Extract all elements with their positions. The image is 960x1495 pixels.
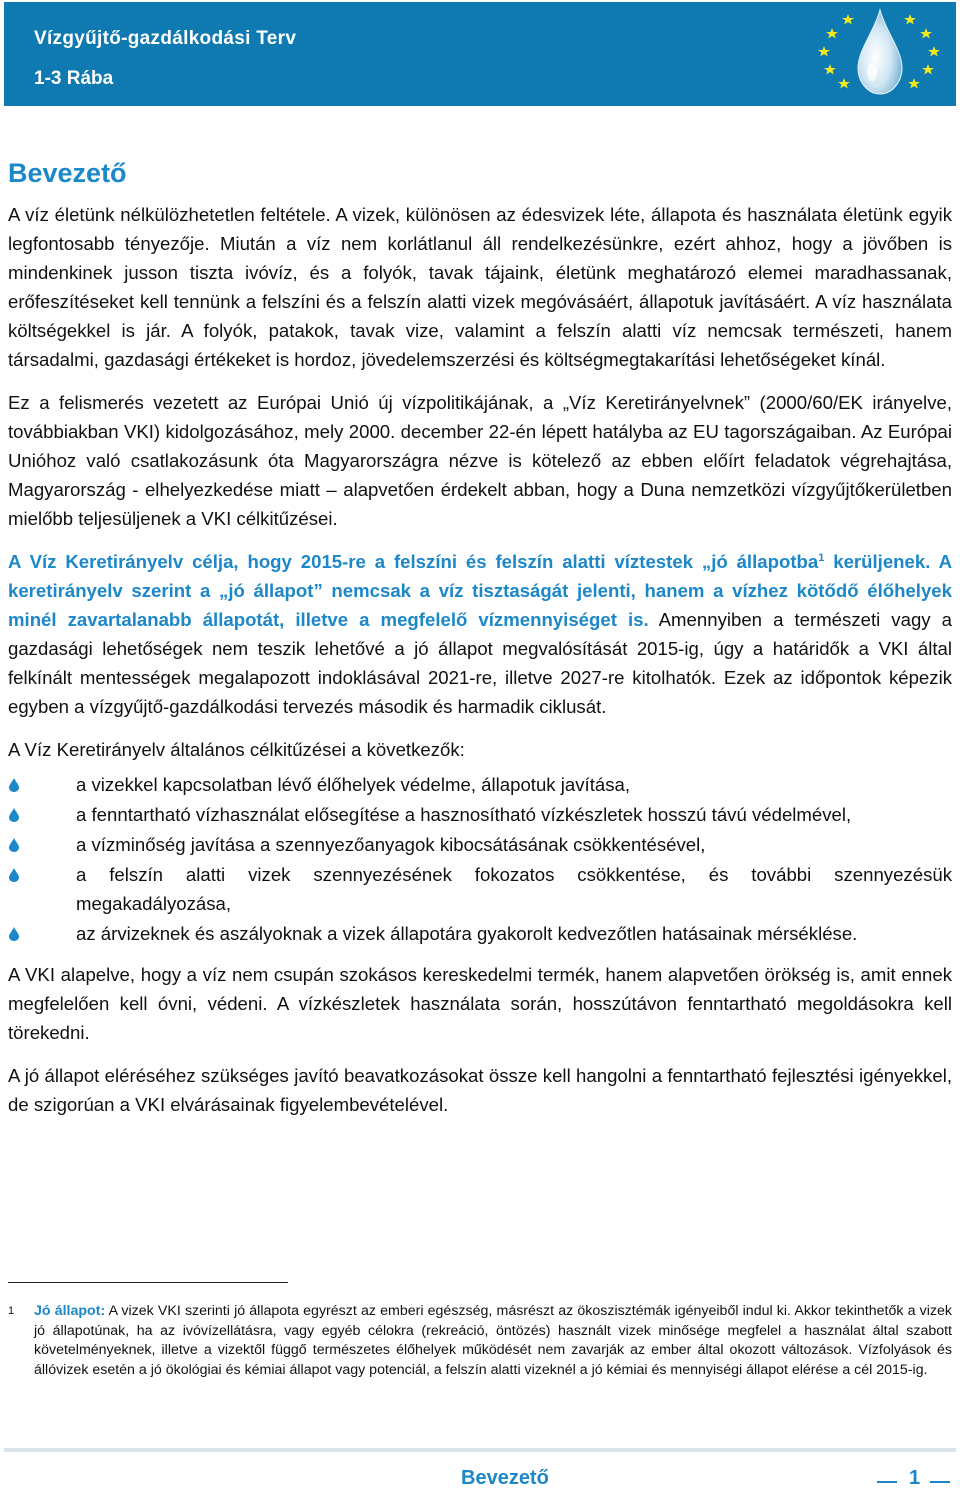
footnote <box>8 1302 952 1380</box>
goal-highlight-a: A Víz Keretirányelv célja, hogy 2015-re a felszíni és felszín alatti víztestek „jó állapotba <box>8 551 819 572</box>
footnote-divider <box>8 1282 288 1283</box>
water-drop-bullet-icon <box>8 838 20 852</box>
list-intro: A Víz Keretirányelv általános célkitűzései a következők: <box>8 739 465 760</box>
goal-highlight-b: kerüljenek. A keretirányelv szerint a „jó állapot” nemcsak a víz tisztaságát jelenti, hanem a vízhez kötődő élőhelyek minél zavartalanabb állapotát, illetve a megfelelő vízmennyiséget is. <box>8 551 952 630</box>
list-item <box>8 919 952 948</box>
paragraph-intro: A víz életünk nélkülözhetetlen feltétele. A vizek, különösen az édesvizek léte, állapota és használata életünk egyik legfontosabb tényezője. Miután a víz nem korlátlanul áll rendelkezésünkre, ezért ahhoz, hogy a jövőben is mindenkinek jusson tiszta ivóvíz, és a folyók, tavak tájaink, életünk meghatározó elemei maradhassanak, erőfeszítéseket kell tennünk a felszíni és a felszín alatti vizek megóvásáért, állapotuk javításáért. A víz használata költségekkel is jár. A folyók, patakok, tavak vize, valamint a felszín alatti víz nemcsak természeti, hanem társadalmi, gazdasági értékeket is hordoz, jövedelemszerzési és költségmegtakarítási lehetőségeket kínál. <box>8 204 952 370</box>
footer-divider <box>4 1448 956 1452</box>
page-footer <box>4 1448 956 1492</box>
list-item-text: a fenntartható vízhasználat elősegítése a hasznosítható vízkészletek hosszú távú védelmével, <box>76 804 852 825</box>
footer-section-label: Bevezető <box>461 1467 549 1489</box>
footnote-reference[interactable]: 1 <box>818 551 825 564</box>
list-item <box>8 860 952 918</box>
document-title: Vízgyűjtő-gazdálkodási Terv <box>34 28 297 49</box>
water-drop-bullet-icon <box>8 927 20 941</box>
footnote-term: Jó állapot: <box>34 1303 106 1319</box>
page-number-dash-right <box>930 1481 950 1483</box>
goal-text: Amennyiben a természeti vagy a gazdasági lehetőségek nem teszik lehetővé a jó állapot megvalósítását 2015-ig, úgy a határidők a VKI által felkínált mentességek megalapozott indoklásával 2021-re, illetve 2027-re kitolhatók. Ezek az időpontok képezik egyben a vízgyűjtő-gazdálkodási tervezés második és harmadik ciklusát. <box>8 609 952 717</box>
list-item-text: a felszín alatti vizek szennyezésének fokozatos csökkentése, és további szennyezésük megakadályozása, <box>76 864 952 914</box>
paragraph-vki: Ez a felismerés vezetett az Európai Unió új vízpolitikájának, a „Víz Keretirányelvnek” (2000/60/EK irányelve, továbbiakban VKI) kidolgozásához, mely 2000. december 22-én lépett hatályba az EU tagországaiban. Az Európai Unióhoz való csatlakozásunk óta Magyarországra nézve is kötelező az ebben előírt feladatok végrehajtása, Magyarország - elhelyezkedése miatt – alapvetően érdekelt abban, hogy a Duna nemzetközi vízgyűjtőkerületben mielőbb teljesüljenek a VKI célkitűzései. <box>8 392 952 529</box>
water-drop-bullet-icon <box>8 868 20 882</box>
water-drop-bullet-icon <box>8 808 20 822</box>
list-item-text: a vízminőség javítása a szennyezőanyagok kibocsátásának csökkentésével, <box>76 834 706 855</box>
footnote-body <box>8 1302 952 1380</box>
page-number-dash-left <box>877 1481 897 1483</box>
paragraph-principle: A VKI alapelve, hogy a víz nem csupán szokásos kereskedelmi termék, hanem alapvetően örökség is, amit ennek megfelelően kell óvni, védeni. A vízkészletek használata során, hosszútávon fenntartható megoldásokra kell törekedni. <box>8 964 952 1043</box>
list-item-text: a vizekkel kapcsolatban lévő élőhelyek védelme, állapotuk javítása, <box>76 774 630 795</box>
water-drop-eu-stars-icon <box>814 6 950 98</box>
page-header <box>4 2 956 106</box>
main-content <box>8 150 952 1133</box>
paragraph-goal <box>8 547 952 721</box>
paragraph-measures: A jó állapot eléréséhez szükséges javító beavatkozásokat össze kell hangolni a fenntartható fejlesztési igényekkel, de szigorúan a VKI elvárásainak figyelembevételével. <box>8 1065 952 1115</box>
list-item-text: az árvizeknek és aszályoknak a vizek állapotára gyakorolt kedvezőtlen hatásainak mérséklése. <box>76 923 858 944</box>
page-number: 1 <box>909 1467 921 1489</box>
list-item <box>8 770 952 799</box>
document-subtitle: 1-3 Rába <box>34 68 114 89</box>
objectives-list <box>8 770 952 948</box>
water-drop-bullet-icon <box>8 778 20 792</box>
section-heading: Bevezető <box>8 158 127 188</box>
list-item <box>8 800 952 829</box>
footnote-text: A vizek VKI szerinti jó állapota egyrészt az emberi egészség, másrészt az ökoszisztémák igényeiből indul ki. Akkor tekinthetők a vizek jó állapotúnak, ha az ivóvízellátásra, vagy egyéb célokra (rekreáció, öntözés) használt vizek minősége megfelel a használat által szabott követelményeknek, illetve a vizektől függő természetes élőhelyek működését nem zavarják az ember által okozott változások. Vízfolyások és állóvizek esetén a jó ökológiai és kémiai állapot vagy potenciál, a felszín alatti vizeknél a jó kémiai és mennyiségi állapot elérése a cél 2015-ig. <box>34 1303 952 1378</box>
footnote-number: 1 <box>8 1305 15 1317</box>
list-item <box>8 830 952 859</box>
